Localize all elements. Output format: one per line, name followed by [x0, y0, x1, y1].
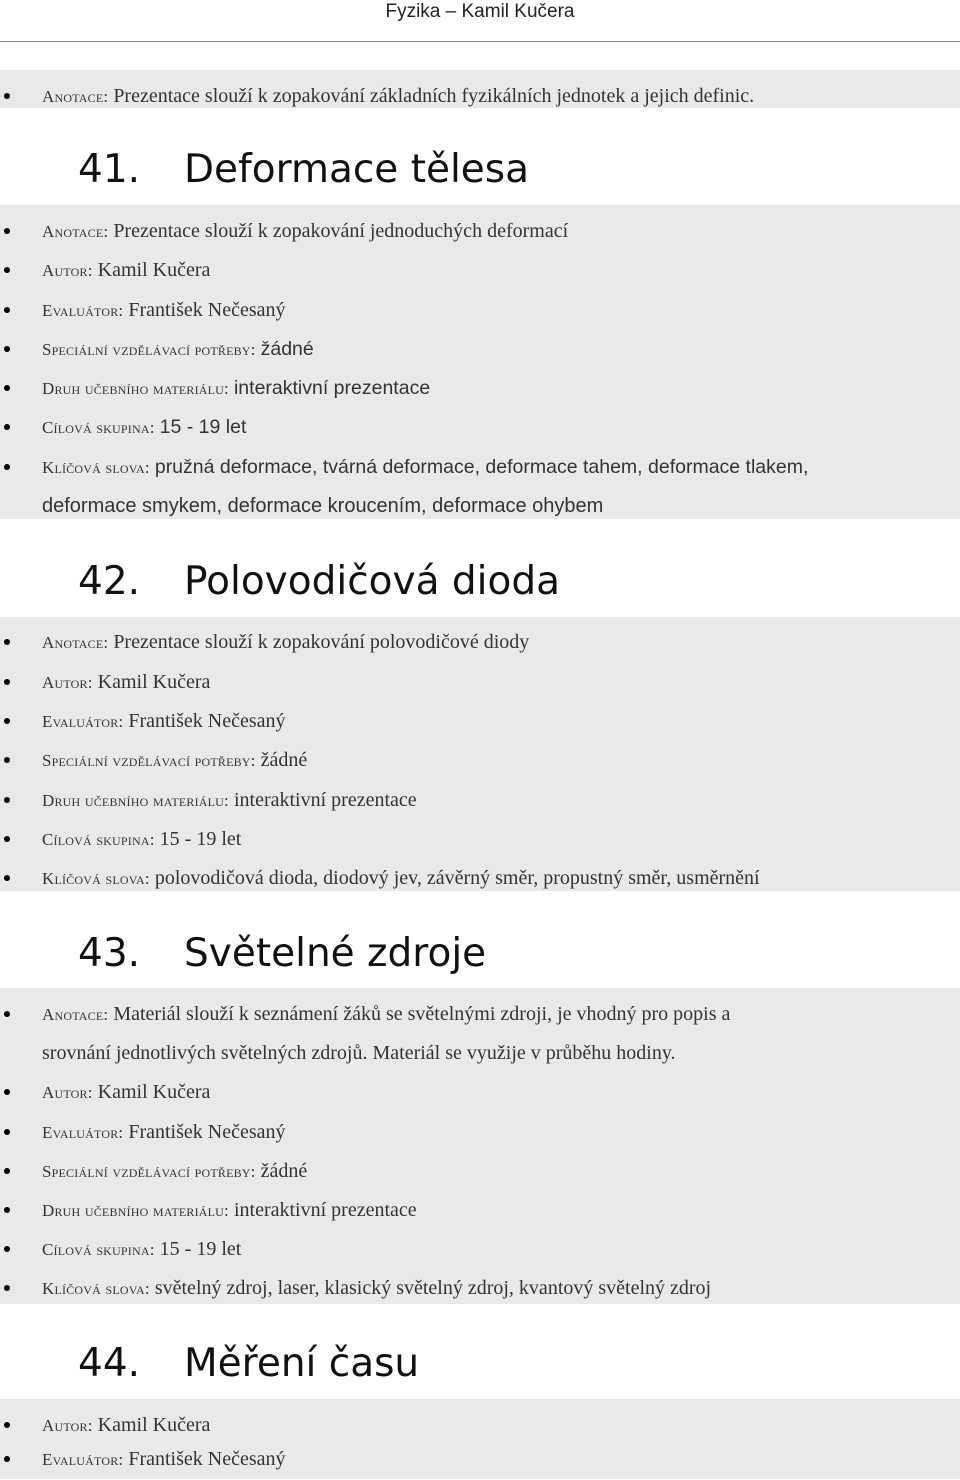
bullet-icon	[4, 639, 10, 645]
autor-value: Kamil Kučera	[97, 1414, 211, 1436]
spec-value: žádné	[260, 749, 308, 771]
klicova-continuation: deformace smykem, deformace kroucením, deformace ohybem	[42, 495, 604, 517]
spec-label: Speciální vzdělávací potřeby:	[42, 1162, 256, 1181]
klicova-label: Klíčová slova:	[42, 1279, 150, 1298]
bullet-icon	[4, 307, 10, 313]
bullet-icon	[4, 424, 10, 430]
section-heading: 44. Měření času	[78, 1341, 420, 1386]
evaluator-label: Evaluátor:	[42, 1450, 124, 1469]
spec-value: žádné	[260, 1160, 308, 1182]
cilova-value: 15 - 19 let	[159, 1238, 242, 1260]
page-header: Fyzika – Kamil Kučera	[385, 1, 575, 22]
section-heading: 41. Deformace tělesa	[78, 147, 530, 192]
bullet-icon	[4, 1285, 10, 1291]
evaluator-value: František Nečesaný	[128, 1121, 286, 1143]
bullet-icon	[4, 1011, 10, 1017]
druh-value: interaktivní prezentace	[233, 789, 417, 811]
autor-value: Kamil Kučera	[97, 259, 211, 281]
bullet-icon	[4, 464, 10, 470]
spec-value: žádné	[260, 338, 314, 360]
autor-value: Kamil Kučera	[97, 1081, 211, 1103]
bullet-icon	[4, 679, 10, 685]
anotace-continuation: srovnání jednotlivých světelných zdrojů. Materiál se využije v průběhu hodiny.	[42, 1042, 676, 1064]
druh-value: interaktivní prezentace	[233, 1199, 417, 1221]
klicova-value: světelný zdroj, laser, klasický světelný zdroj, kvantový světelný zdroj	[154, 1277, 712, 1299]
cilova-label: Cílová skupina:	[42, 418, 155, 437]
anotace-label: Anotace:	[42, 222, 109, 241]
bullet-icon	[4, 1422, 10, 1428]
bullet-icon	[4, 228, 10, 234]
bullet-icon	[4, 1246, 10, 1252]
klicova-value: pružná deformace, tvárná deformace, deformace tahem, deformace tlakem,	[154, 456, 809, 478]
cilova-label: Cílová skupina:	[42, 1240, 155, 1259]
autor-label: Autor:	[42, 673, 93, 692]
bullet-icon	[4, 1207, 10, 1213]
klicova-label: Klíčová slova:	[42, 869, 150, 888]
autor-label: Autor:	[42, 1416, 93, 1435]
evaluator-value: František Nečesaný	[128, 710, 286, 732]
autor-label: Autor:	[42, 1083, 93, 1102]
anotace-label: Anotace:	[42, 87, 109, 106]
evaluator-value: František Nečesaný	[128, 1448, 286, 1470]
bullet-icon	[4, 757, 10, 763]
autor-label: Autor:	[42, 261, 93, 280]
klicova-label: Klíčová slova:	[42, 458, 150, 477]
bullet-icon	[4, 1129, 10, 1135]
bullet-icon	[4, 93, 10, 99]
bullet-icon	[4, 1456, 10, 1462]
bullet-icon	[4, 346, 10, 352]
anotace-value: Prezentace slouží k zopakování základních fyzikálních jednotek a jejich definic.	[113, 85, 755, 107]
bullet-icon	[4, 267, 10, 273]
spec-label: Speciální vzdělávací potřeby:	[42, 751, 256, 770]
cilova-label: Cílová skupina:	[42, 830, 155, 849]
anotace-label: Anotace:	[42, 1005, 109, 1024]
bullet-icon	[4, 836, 10, 842]
cilova-value: 15 - 19 let	[159, 416, 247, 438]
druh-label: Druh učebního materiálu:	[42, 1201, 229, 1220]
bullet-icon	[4, 875, 10, 881]
evaluator-value: František Nečesaný	[128, 299, 286, 321]
bullet-icon	[4, 718, 10, 724]
section-heading: 42. Polovodičová dioda	[78, 559, 561, 604]
druh-value: interaktivní prezentace	[233, 377, 431, 399]
bullet-icon	[4, 1168, 10, 1174]
anotace-label: Anotace:	[42, 633, 109, 652]
spec-label: Speciální vzdělávací potřeby:	[42, 340, 256, 359]
section-heading: 43. Světelné zdroje	[78, 931, 487, 976]
bullet-icon	[4, 1089, 10, 1095]
anotace-value: Prezentace slouží k zopakování polovodičové diody	[113, 631, 530, 653]
druh-label: Druh učebního materiálu:	[42, 791, 229, 810]
header-divider	[0, 41, 960, 42]
evaluator-label: Evaluátor:	[42, 301, 124, 320]
bullet-icon	[4, 797, 10, 803]
evaluator-label: Evaluátor:	[42, 712, 124, 731]
autor-value: Kamil Kučera	[97, 671, 211, 693]
anotace-value: Prezentace slouží k zopakování jednoduchých deformací	[113, 220, 569, 242]
bullet-icon	[4, 385, 10, 391]
evaluator-label: Evaluátor:	[42, 1123, 124, 1142]
anotace-value: Materiál slouží k seznámení žáků se světelnými zdroji, je vhodný pro popis a	[113, 1003, 731, 1025]
klicova-value: polovodičová dioda, diodový jev, závěrný směr, propustný směr, usměrnění	[154, 867, 760, 889]
cilova-value: 15 - 19 let	[159, 828, 242, 850]
druh-label: Druh učebního materiálu:	[42, 379, 229, 398]
